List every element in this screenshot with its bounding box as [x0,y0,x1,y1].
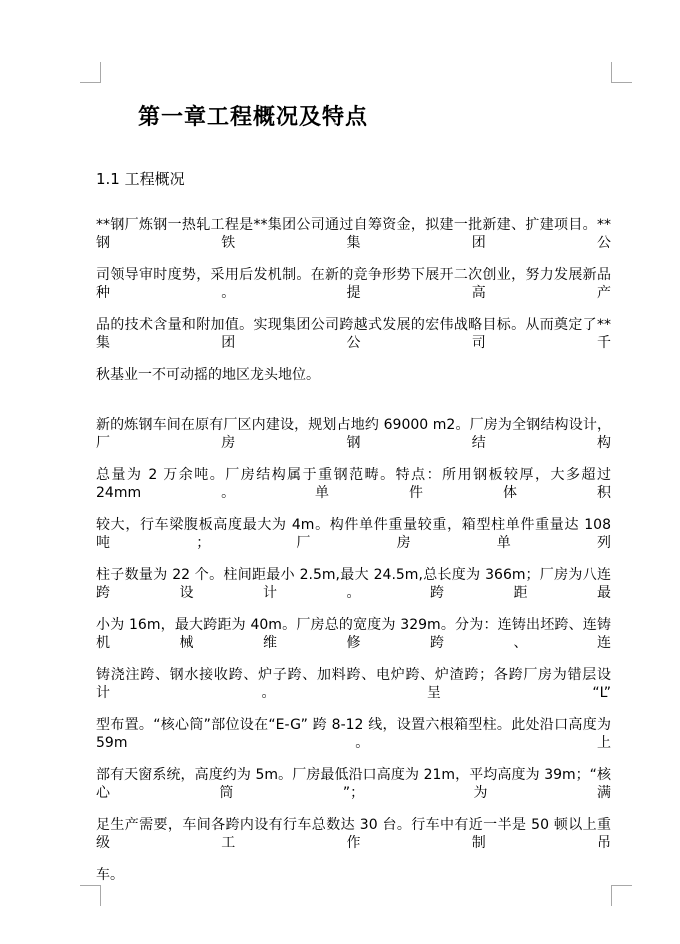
text-line: 部有天窗系统，高度约为 5m。厂房最低沿口高度为 21m，平均高度为 39m；“核心筒”；为满 [96,767,611,801]
document-body [96,216,611,916]
text-line: 较大，行车梁腹板高度最大为 4m。构件单件重量较重，箱型柱单件重量达 108 吨；厂房单列 [96,517,611,551]
text-line: 总量为 2 万余吨。厂房结构属于重钢范畴。特点：所用钢板较厚，大多超过 24mm。单件体积 [96,467,611,501]
section-heading: 1.1 工程概况 [96,170,185,188]
text-line: **钢厂炼钢一热轧工程是**集团公司通过自筹资金，拟建一批新建、扩建项目。**钢铁集团公 [96,217,611,251]
text-line: 秋基业一不可动摇的地区龙头地位。 [96,367,320,383]
text-line: 型布置。“核心筒”部位设在“E-G” 跨 8-12 线，设置六根箱型柱。此处沿口高度为 59m。上 [96,717,611,751]
text-line: 司领导审时度势，采用后发机制。在新的竞争形势下展开二次创业，努力发展新品种。提高产 [96,267,611,301]
text-line: 铸浇注跨、钢水接收跨、炉子跨、加料跨、电炉跨、炉渣跨；各跨厂房为错层设计。呈“L” [96,667,611,701]
chapter-title: 第一章工程概况及特点 [138,105,369,130]
text-line: 足生产需要，车间各跨内设有行车总数达 30 台。行车中有近一半是 50 顿以上重级工作制吊 [96,817,611,851]
text-line: 新的炼钢车间在原有厂区内建设，规划占地约 69000 m2。厂房为全钢结构设计，厂房钢结构 [96,417,611,451]
crop-mark-top-right [611,62,632,83]
crop-mark-bottom-right [611,885,632,906]
text-line: 小为 16m，最大跨距为 40m。厂房总的宽度为 329m。分为：连铸出坯跨、连铸机械维修跨、连 [96,617,611,651]
crop-mark-top-left [80,62,101,83]
text-line: 车。 [96,867,124,883]
text-line: 柱子数量为 22 个。柱间距最小 2.5m,最大 24.5m,总长度为 366m；厂房为八连跨设计。跨距最 [96,567,611,601]
text-line: 品的技术含量和附加值。实现集团公司跨越式发展的宏伟战略目标。从而奠定了**集团公司千 [96,317,611,351]
